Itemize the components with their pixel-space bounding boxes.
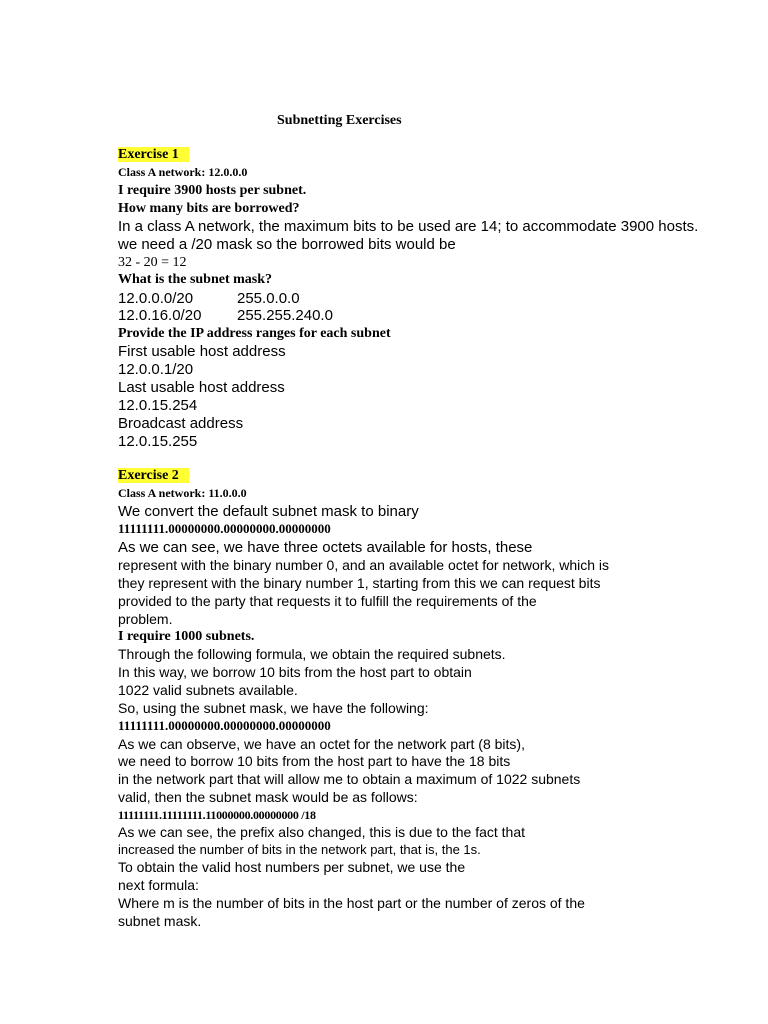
last-host-value: 12.0.15.254 xyxy=(118,397,198,414)
exercise-1-question-ranges: Provide the IP address ranges for each subnet xyxy=(118,326,391,341)
exercise-1-answer-line-1: In a class A network, the maximum bits to be used are 14; to accommodate 3900 hosts. xyxy=(118,218,699,235)
exercise-2-text: So, using the subnet mask, we have the following: xyxy=(118,700,429,716)
exercise-2-text: valid, then the subnet mask would be as follows: xyxy=(118,789,418,805)
exercise-1-question-mask: What is the subnet mask? xyxy=(118,272,273,287)
broadcast-value: 12.0.15.255 xyxy=(118,433,198,450)
exercise-1-network: Class A network: 12.0.0.0 xyxy=(118,165,248,179)
exercise-2-text: Where m is the number of bits in the host part or the number of zeros of the xyxy=(118,895,585,911)
exercise-2-text: 1022 valid subnets available. xyxy=(118,682,298,698)
exercise-2-text: In this way, we borrow 10 bits from the host part to obtain xyxy=(118,664,472,680)
exercise-2-text: As we can see, the prefix also changed, this is due to the fact that xyxy=(118,824,526,840)
exercise-2-text: next formula: xyxy=(118,877,199,893)
exercise-2-text: subnet mask. xyxy=(118,913,202,929)
exercise-1-answer-line-2: we need a /20 mask so the borrowed bits would be xyxy=(118,236,456,253)
exercise-2-text: We convert the default subnet mask to binary xyxy=(118,503,419,520)
binary-mask-18: 11111111.11111111.11000000.00000000 /18 xyxy=(118,808,316,822)
exercise-2-text: To obtain the valid host numbers per subnet, we use the xyxy=(118,859,466,875)
binary-mask-repeat: 11111111.00000000.00000000.00000000 xyxy=(118,718,331,733)
exercise-2-question-subnets: I require 1000 subnets. xyxy=(118,629,255,644)
first-host-label: First usable host address xyxy=(118,343,286,360)
exercise-2-text: in the network part that will allow me to obtain a maximum of 1022 subnets xyxy=(118,771,581,787)
exercise-1-question-hosts: I require 3900 hosts per subnet. xyxy=(118,183,307,198)
mask-row-prefix: 12.0.16.0/20 xyxy=(118,307,202,324)
exercise-2-text: problem. xyxy=(118,611,173,627)
exercise-2-text: provided to the party that requests it to fulfill the requirements of the xyxy=(118,593,537,609)
exercise-2-text: we need to borrow 10 bits from the host part to have the 18 bits xyxy=(118,753,511,769)
last-host-label: Last usable host address xyxy=(118,379,285,396)
exercise-2-text: increased the number of bits in the network part, that is, the 1s. xyxy=(118,842,481,857)
exercise-1-heading: Exercise 1 xyxy=(118,147,189,163)
mask-row-mask: 255.0.0.0 xyxy=(237,290,300,307)
first-host-value: 12.0.0.1/20 xyxy=(118,361,194,378)
exercise-2-text: represent with the binary number 0, and an available octet for network, which is xyxy=(118,557,610,573)
exercise-2-text: they represent with the binary number 1, starting from this we can request bits xyxy=(118,575,601,591)
exercise-2-text: As we can see, we have three octets available for hosts, these xyxy=(118,539,533,556)
mask-row xyxy=(118,290,193,307)
mask-row-prefix: 12.0.0.0/20 xyxy=(118,290,194,307)
mask-row-mask: 255.255.240.0 xyxy=(237,307,333,324)
exercise-2-text: Through the following formula, we obtain the required subnets. xyxy=(118,646,506,662)
exercise-1-calculation: 32 - 20 = 12 xyxy=(118,255,187,270)
broadcast-label: Broadcast address xyxy=(118,415,244,432)
exercise-1-question-bits: How many bits are borrowed? xyxy=(118,201,300,216)
exercise-2-heading: Exercise 2 xyxy=(118,468,189,484)
binary-mask-default: 11111111.00000000.00000000.00000000 xyxy=(118,521,331,536)
exercise-2-text: As we can observe, we have an octet for the network part (8 bits), xyxy=(118,736,525,752)
exercise-2-network: Class A network: 11.0.0.0 xyxy=(118,486,247,500)
page-title: Subnetting Exercises xyxy=(277,113,402,128)
mask-row xyxy=(118,307,201,324)
